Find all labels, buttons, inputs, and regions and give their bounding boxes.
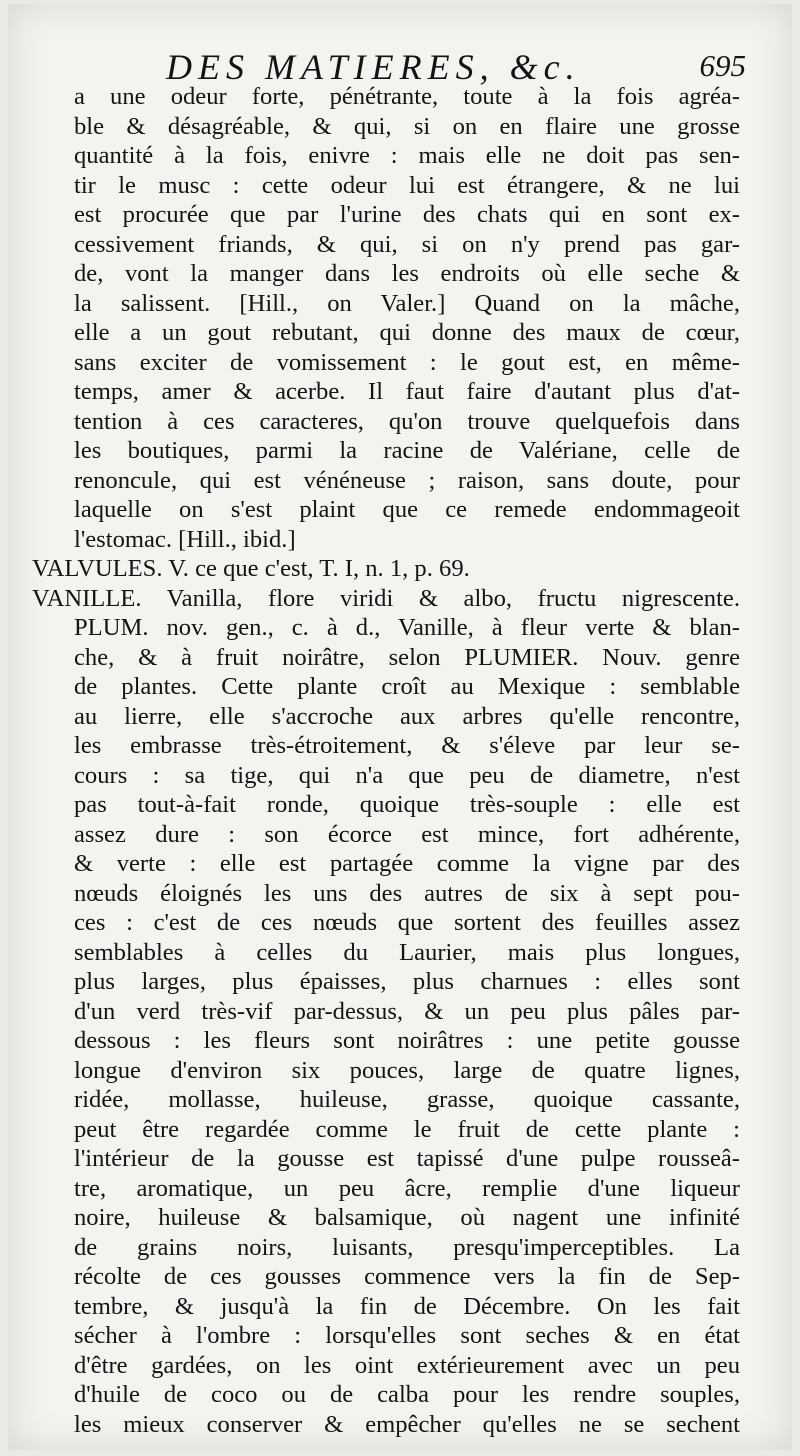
body-text (32, 82, 740, 1439)
text-line: quantité à la fois, enivre : mais elle ne doit pas sen- (74, 142, 740, 169)
text-line: de plantes. Cette plante croît au Mexique : semblable (74, 673, 740, 700)
text-line: temps, amer & acerbe. Il faut faire d'autant plus d'at- (74, 378, 740, 405)
text-line: elle a un gout rebutant, qui donne des maux de cœur, (74, 319, 740, 346)
text-line: peut être regardée comme le fruit de cette plante : (74, 1115, 740, 1143)
text-line: au lierre, elle s'accroche aux arbres qu'elle rencontre, (74, 702, 740, 730)
text-line: la salissent. [Hill., on Valer.] Quand on la mâche, (74, 289, 740, 317)
text-line: ble & désagréable, & qui, si on en flaire une grosse (74, 112, 740, 140)
text-line: a une odeur forte, pénétrante, toute à la fois agréa- (74, 83, 740, 110)
text-line: pas tout-à-fait ronde, quoique très-souple : elle est (74, 791, 740, 818)
text-line: tre, aromatique, un peu âcre, remplie d'une liqueur (74, 1174, 740, 1202)
text-line: de, vont la manger dans les endroits où elle seche & (74, 260, 740, 287)
text-line: est procurée que par l'urine des chats qui en sont ex- (74, 201, 740, 228)
text-line: sans exciter de vomissement : le gout est, en même- (74, 348, 740, 376)
entry-heading-line: VALVULES. V. ce que c'est, T. I, n. 1, p. 69. (32, 555, 470, 582)
text-line: & verte : elle est partagée comme la vigne par des (74, 850, 740, 877)
text-line: assez dure : son écorce est mince, fort adhérente, (74, 820, 740, 848)
text-line: de grains noirs, luisants, presqu'imperceptibles. La (74, 1233, 740, 1261)
text-line: d'être gardées, on les oint extérieurement avec un peu (74, 1351, 740, 1379)
text-line: d'huile de coco ou de calba pour les rendre souples, (74, 1381, 740, 1408)
text-line: cours : sa tige, qui n'a que peu de diametre, n'est (74, 761, 740, 789)
text-line: récolte de ces gousses commence vers la fin de Sep- (74, 1263, 740, 1290)
text-line: renoncule, qui est vénéneuse ; raison, sans doute, pour (74, 466, 740, 494)
text-line: laquelle on s'est plaint que ce remede endommageoit (74, 496, 740, 523)
text-line: plus larges, plus épaisses, plus charnues : elles sont (74, 968, 740, 995)
text-line: semblables à celles du Laurier, mais plus longues, (74, 938, 740, 966)
text-line: cessivement friands, & qui, si on n'y prend pas gar- (74, 230, 740, 258)
text-line: longue d'environ six pouces, large de quatre lignes, (74, 1056, 740, 1084)
running-title: DES MATIERES, &c. (166, 47, 581, 87)
text-line: d'un verd très-vif par-dessus, & un peu plus pâles par- (74, 997, 740, 1025)
text-line: l'estomac. [Hill., ibid.] (74, 525, 296, 553)
text-line: les embrasse très-étroitement, & s'éleve par leur se- (74, 732, 740, 759)
text-line: PLUM. nov. gen., c. à d., Vanille, à fleur verte & blan- (74, 614, 740, 641)
text-line: sécher à l'ombre : lorsqu'elles sont seches & en état (74, 1322, 740, 1349)
entry-heading-line: VANILLE. Vanilla, flore viridi & albo, fructu nigrescente. (32, 584, 740, 612)
text-line: dessous : les fleurs sont noirâtres : une petite gousse (74, 1027, 740, 1054)
text-line: tembre, & jusqu'à la fin de Décembre. On les fait (74, 1292, 740, 1320)
text-line: les mieux conserver & empêcher qu'elles ne se sechent (74, 1410, 740, 1438)
text-line: nœuds éloignés les uns des autres de six à sept pou- (74, 879, 740, 907)
text-line: tir le musc : cette odeur lui est étrangere, & ne lui (74, 171, 740, 199)
text-line: noire, huileuse & balsamique, où nagent une infinité (74, 1204, 740, 1231)
text-line: tention à ces caracteres, qu'on trouve quelquefois dans (74, 407, 740, 435)
text-line: l'intérieur de la gousse est tapissé d'une pulpe rousseâ- (74, 1145, 740, 1172)
text-line: ridée, mollasse, huileuse, grasse, quoique cassante, (74, 1086, 740, 1113)
text-line: ces : c'est de ces nœuds que sortent des feuilles assez (74, 909, 740, 936)
book-page (8, 4, 792, 1450)
text-line: che, & à fruit noirâtre, selon PLUMIER. Nouv. genre (74, 643, 740, 671)
text-line: les boutiques, parmi la racine de Valériane, celle de (74, 437, 740, 464)
page-number: 695 (699, 48, 746, 83)
